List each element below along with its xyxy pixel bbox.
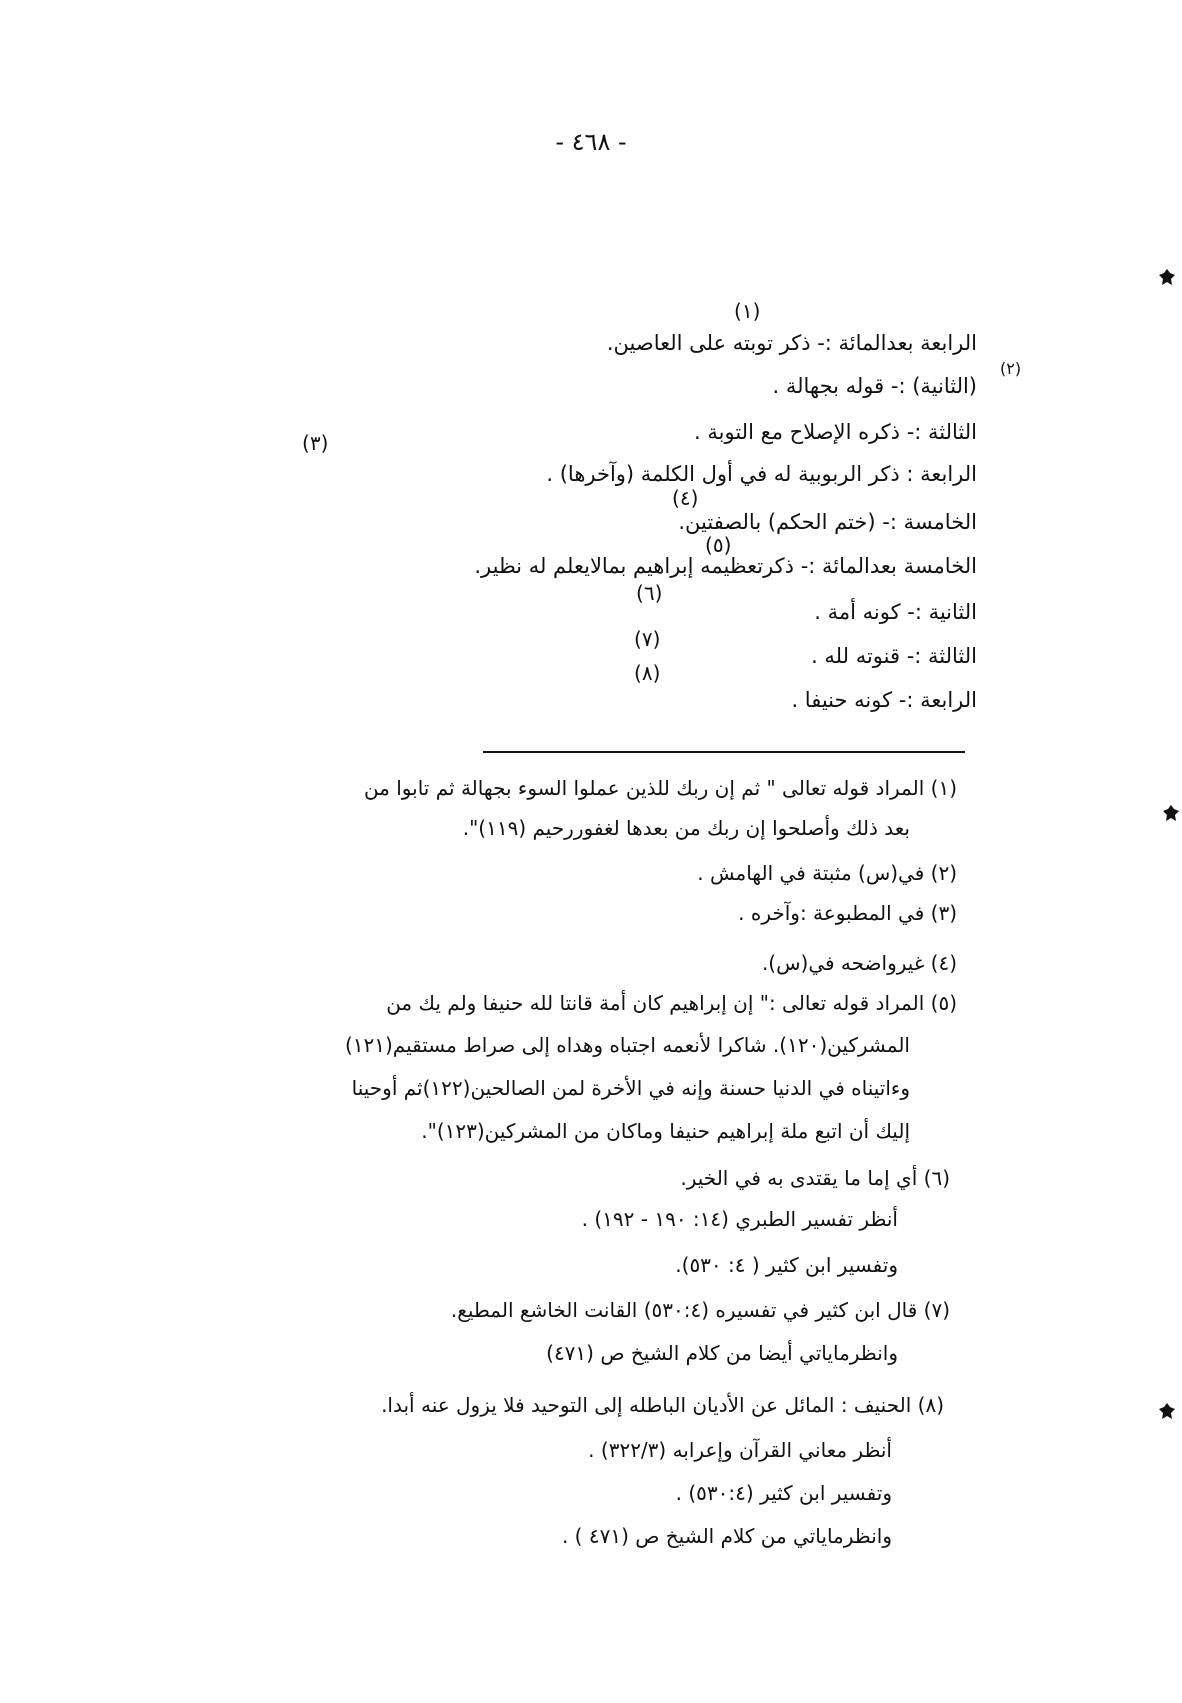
footnote-7-line-2: وانظرماياتي أيضا من كلام الشيخ ص (٤٧١) bbox=[546, 1341, 898, 1365]
footnote-7-line-1: (٧) قال ابن كثير في تفسيره (٥٣٠:٤) القانت الخاشع المطيع. bbox=[450, 1298, 950, 1322]
footnote-6-line-1: (٦) أي إما ما يقتدى به في الخير. bbox=[680, 1166, 950, 1190]
footnote-1-line-2: بعد ذلك وأصلحوا إن ربك من بعدها لغفوررحيم (١١٩)". bbox=[462, 816, 910, 840]
main-line-3: الثالثة :- ذكره الإصلاح مع التوبة . bbox=[694, 420, 977, 444]
ref-8: (٨) bbox=[634, 661, 661, 685]
main-line-2: (الثانية) :- قوله بجهالة . bbox=[772, 374, 977, 398]
main-line-4: الرابعة : ذكر الربوبية له في أول الكلمة (وآخرها) . bbox=[546, 462, 977, 486]
footnote-4: (٤) غيرواضحه في(س). bbox=[761, 951, 957, 975]
page-number: - ٤٦٨ - bbox=[555, 128, 627, 156]
footnote-5-line-1: (٥) المراد قوله تعالى :" إن إبراهيم كان أمة قانتا لله حنيفا ولم يك من bbox=[386, 991, 957, 1015]
ref-1: (١) bbox=[734, 299, 761, 323]
footnote-5-line-2: المشركين(١٢٠). شاكرا لأنعمه اجتباه وهداه إلى صراط مستقيم(١٢١) bbox=[344, 1033, 910, 1057]
footnote-1-line-1: (١) المراد قوله تعالى " ثم إن ربك للذين عملوا السوء بجهالة ثم تابوا من bbox=[363, 776, 957, 800]
ref-4: (٤) bbox=[672, 486, 699, 510]
main-line-1: الرابعة بعدالمائة :- ذكر توبته على العاصين. bbox=[606, 331, 977, 355]
main-line-6: الخامسة بعدالمائة :- ذكرتعظيمه إبراهيم بمالايعلم له نظير. bbox=[474, 554, 977, 578]
ref-2: (٢) bbox=[1000, 359, 1022, 378]
footnote-2: (٢) في(س) مثبتة في الهامش . bbox=[697, 861, 957, 885]
footnote-3: (٣) في المطبوعة :وآخره . bbox=[738, 901, 957, 925]
scan-blot-icon bbox=[1158, 1402, 1176, 1420]
main-line-5: الخامسة :- (ختم الحكم) بالصفتين. bbox=[678, 510, 977, 534]
footnote-6-line-2: أنظر تفسير الطبري (١٤: ١٩٠ - ١٩٢) . bbox=[581, 1207, 898, 1231]
main-line-7: الثانية :- كونه أمة . bbox=[814, 600, 977, 624]
footnote-separator bbox=[483, 751, 965, 753]
ref-3: (٣) bbox=[302, 431, 329, 455]
main-line-9: الرابعة :- كونه حنيفا . bbox=[791, 688, 977, 712]
ref-7: (٧) bbox=[634, 627, 661, 651]
main-line-8: الثالثة :- قنوته لله . bbox=[811, 644, 977, 668]
footnote-5-line-4: إليك أن اتبع ملة إبراهيم حنيفا وماكان من المشركين(١٢٣)". bbox=[421, 1119, 910, 1143]
scan-blot-icon bbox=[1158, 268, 1176, 286]
footnote-5-line-3: وءاتيناه في الدنيا حسنة وإنه في الأخرة لمن الصالحين(١٢٢)ثم أوحينا bbox=[351, 1076, 910, 1100]
ref-5: (٥) bbox=[705, 533, 732, 557]
footnote-6-line-3: وتفسير ابن كثير ( ٤: ٥٣٠). bbox=[675, 1253, 898, 1277]
scan-blot-icon bbox=[1162, 804, 1180, 822]
footnote-8-line-2: أنظر معاني القرآن وإعرابه (٣٢٢/٣) . bbox=[588, 1438, 892, 1462]
footnote-8-line-4: وانظرماياتي من كلام الشيخ ص (٤٧١ ) . bbox=[561, 1524, 892, 1548]
footnote-8-line-1: (٨) الحنيف : المائل عن الأديان الباطله إلى التوحيد فلا يزول عنه أبدا. bbox=[381, 1393, 944, 1417]
footnote-8-line-3: وتفسير ابن كثير (٥٣٠:٤) . bbox=[675, 1481, 892, 1505]
ref-6: (٦) bbox=[636, 581, 663, 605]
